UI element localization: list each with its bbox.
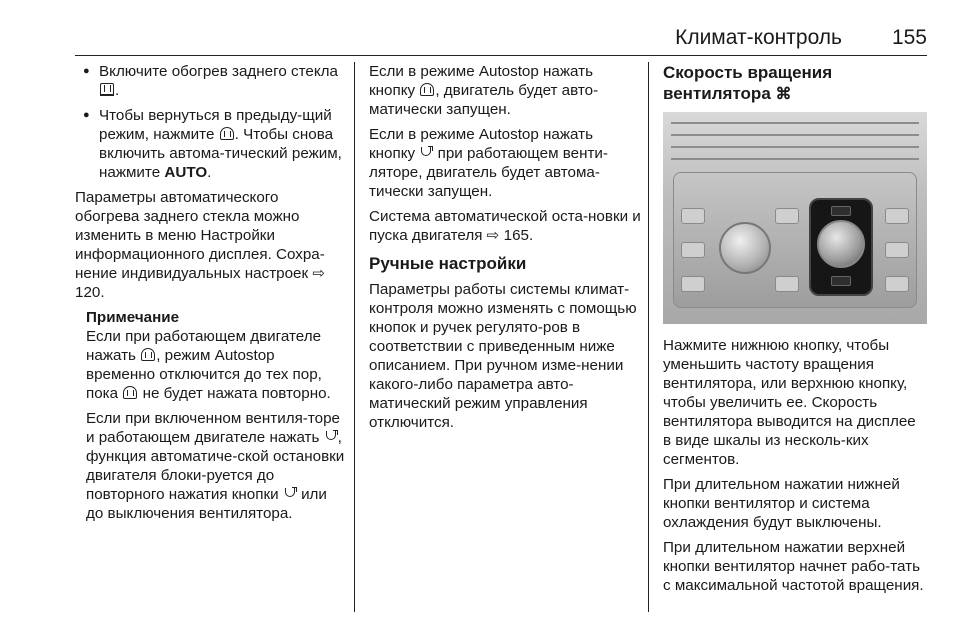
column-divider-1	[354, 62, 355, 612]
reference-arrow-icon: ⇨	[312, 265, 326, 282]
fan-icon: ⌘	[775, 86, 792, 103]
auto-label: AUTO	[164, 164, 208, 181]
paragraph: Параметры автоматического обогрева заднего стекла можно изменить в меню Настройки информационного дисплея. Сохра-нение индивидуальных настроек ⇨ 120.	[75, 189, 326, 301]
page-reference: 165.	[503, 227, 534, 244]
paragraph: Нажмите нижнюю кнопку, чтобы уменьшить частоту вращения вентилятора, или верхнюю кнопку, чтобы увеличить ее. Скорость вентилятора выводится на дисплее в виде шкалы из несколь-ких сегментов.	[663, 337, 916, 468]
page-header	[75, 26, 927, 56]
paragraph: При длительном нажатии нижней кнопки вентилятор и система охлаждения будут выключены.	[663, 476, 900, 531]
note-block	[75, 308, 347, 523]
list-item: ● Включите обогрев заднего стекла .	[75, 62, 347, 100]
temperature-knob	[719, 222, 771, 274]
autostop-icon	[325, 430, 337, 443]
climate-control-panel-image	[663, 112, 927, 324]
paragraph: Если в режиме Autostop нажать кнопку при работающем венти-ляторе, двигатель будет автома-тически запущен.	[369, 126, 608, 200]
section-heading: Скорость вращения вентилятора ⌘	[663, 63, 833, 103]
column-1	[75, 62, 347, 529]
fan-knob	[817, 220, 865, 268]
reference-arrow-icon: ⇨	[486, 227, 500, 244]
paragraph: Если в режиме Autostop нажать кнопку , двигатель будет авто-матически запущен.	[369, 63, 599, 118]
fan-down-button-image	[831, 276, 851, 286]
column-2	[369, 62, 641, 438]
front-defrost-icon	[123, 386, 137, 399]
front-defrost-icon	[420, 83, 434, 96]
page-number: 155	[891, 26, 927, 49]
fan-control-highlight	[809, 198, 873, 296]
fan-up-button-image	[831, 206, 851, 216]
front-defrost-icon	[141, 348, 155, 361]
list-item: ● Чтобы вернуться в предыду-щий режим, нажмите . Чтобы снова включить автома-тический режим, нажмите AUTO.	[75, 106, 347, 182]
autostop-icon	[420, 146, 432, 159]
header-divider	[75, 55, 927, 56]
paragraph: Параметры работы системы климат-контроля можно изменять с помощью кнопок и ручек регулято-ров в соответствии с приведенным ниже описанием. При ручном изме-нении какого-либо параметра авто-матический режим управления отключится.	[369, 281, 637, 431]
rear-defrost-icon	[100, 83, 114, 96]
front-defrost-icon	[220, 127, 234, 140]
paragraph: Если при работающем двигателе нажать , режим Autostop временно отключится до тех пор, пока не будет нажата повторно.	[86, 328, 331, 402]
paragraph: Если при включенном вентиля-торе и работающем двигателе нажать , функция автоматиче-ской остановки двигателя блоки-руется до повторного нажатия кнопки или до выключения вентилятора.	[86, 410, 345, 522]
note-heading: Примечание	[86, 309, 180, 326]
paragraph: При длительном нажатии верхней кнопки вентилятор начнет рабо-тать с максимальной частотой вращения.	[663, 539, 924, 594]
autostop-icon	[284, 487, 296, 500]
page-reference: 120.	[75, 284, 105, 301]
section-heading: Ручные настройки	[369, 254, 527, 273]
paragraph: Система автоматической оста-новки и пуска двигателя ⇨ 165.	[369, 208, 641, 244]
column-3	[663, 62, 927, 601]
column-divider-2	[648, 62, 649, 612]
page-title: Климат-контроль	[675, 26, 842, 49]
